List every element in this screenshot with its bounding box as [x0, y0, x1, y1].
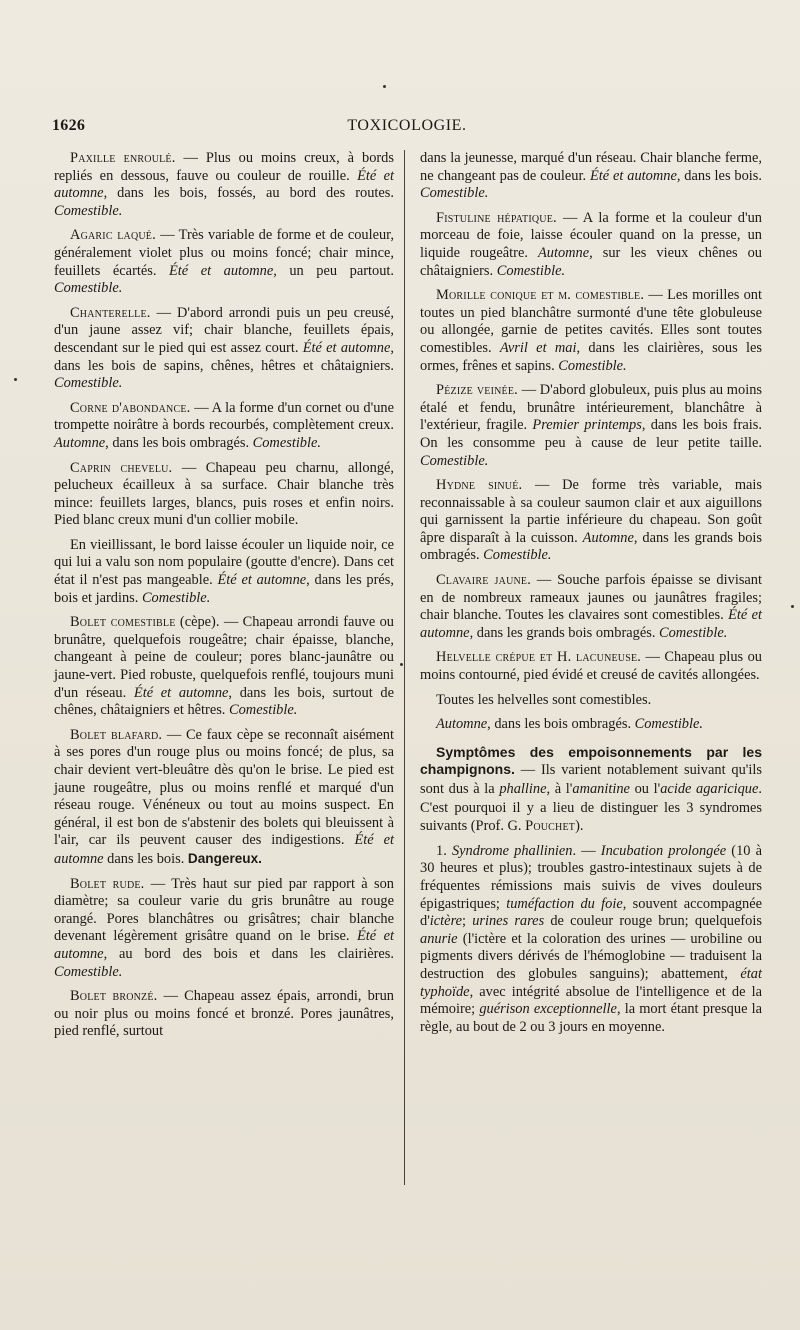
- entry-verdict: Comestible.: [420, 452, 489, 469]
- entry-verdict: Comestible.: [54, 280, 123, 297]
- entry-description: — Chapeau plus ou moins contourné, pied évidé et creusé de cavités allongées.: [420, 649, 762, 684]
- s1-a: . —: [572, 842, 601, 859]
- entry-description: — D'abord arrondi puis un peu creusé, d'un jaune assez vif; chair blanche, feuillets épais, descendant sur le pied qui est assez court.: [54, 304, 394, 356]
- mushroom-entry: [420, 716, 762, 734]
- entry-name: Pézize veinée.: [436, 382, 518, 399]
- entry-name: Bolet rude.: [70, 875, 145, 892]
- entry-season: Été et automne: [54, 832, 394, 867]
- s1-e: de couleur rouge brun; quelquefois: [544, 913, 762, 930]
- s1-g: , avec intégrité absolue de l'intelligence et de la mémoire;: [420, 983, 762, 1018]
- ink-speck: [14, 378, 17, 381]
- ink-speck: [383, 85, 386, 88]
- s1-b: (10 à 30 heures et plus); troubles gastro-intestinaux sujets à de fréquentes rémissions mais suivis de vives douleurs épigastriques;: [420, 842, 763, 912]
- mushroom-entry: [420, 150, 762, 203]
- mushroom-entry: [54, 727, 394, 869]
- entry-verdict: Comestible.: [229, 702, 298, 719]
- entry-name: Chanterelle.: [70, 304, 151, 321]
- entry-description: Toutes les helvelles sont comestibles.: [436, 691, 652, 708]
- entry-description: — Chapeau peu charnu, allongé, pelucheux écailleux à sa surface. Chair blanche très mince: feuillets larges, blancs, puis roses et enfin noirs. Pied blanc creux muni d'un collier mobile.: [54, 459, 394, 529]
- mushroom-entry: [54, 876, 394, 982]
- entry-verdict: Comestible.: [659, 624, 728, 641]
- entry-description: — Chapeau assez épais, arrondi, brun ou noir plus ou moins foncé et bronzé. Pores jaunâtres, pied renflé, surtout: [54, 988, 394, 1040]
- entry-description: (cèpe). — Chapeau arrondi fauve ou brunâtre, quelquefois rougeâtre; chair épaisse, blanche, changeant à peine de couleur; pores blanc-jaunâtre ou jaune-vert. Pied robuste, quelquefois renflé, toujours muni d'un réseau.: [54, 614, 394, 701]
- entry-name: Clavaire jaune.: [436, 572, 532, 589]
- entry-habitat: , dans les prés, bois et jardins.: [54, 572, 395, 606]
- entry-description: — De forme très variable, mais reconnaissable à sa couleur saumon clair et aux aiguillons qui garnissent la partie inférieure du chapeau. Son goût âpre disparaît à la cuisson.: [420, 477, 762, 546]
- entry-name: Paxille enroulé.: [70, 150, 176, 166]
- entry-season: Été et automne: [217, 572, 307, 589]
- entry-name: Corne d'abondance.: [70, 399, 191, 416]
- entry-habitat: , un peu partout.: [273, 262, 394, 279]
- mushroom-entry: [54, 614, 394, 720]
- mushroom-entry: [420, 649, 762, 684]
- entry-season: Automne: [436, 716, 488, 733]
- entry-verdict: Comestible.: [558, 357, 627, 374]
- entry-name: Bolet comestible: [70, 614, 176, 631]
- mushroom-entry: [54, 988, 394, 1041]
- s1-d: ;: [462, 913, 473, 930]
- entry-habitat: , dans les clairières, sous les ormes, frênes et sapins.: [420, 339, 762, 374]
- entry-name: Bolet blafard.: [70, 726, 163, 743]
- entry-season: Été et automne: [420, 607, 762, 641]
- term-amanitine: amanitine: [572, 781, 630, 797]
- entry-verdict: Comestible.: [54, 375, 123, 392]
- entry-name: Fistuline hépatique.: [436, 209, 557, 226]
- s1-incubation: Incubation prolongée: [600, 842, 727, 859]
- entry-season: Avril et mai: [499, 339, 577, 356]
- entry-verdict: Comestible.: [634, 716, 703, 733]
- entry-habitat: , dans les bois, surtout de chênes, châtaigniers et hêtres.: [54, 684, 394, 719]
- mushroom-entry: [54, 537, 394, 607]
- s1-tumefaction: tuméfaction du foie: [506, 895, 623, 912]
- entry-verdict: Dangereux.: [187, 850, 262, 866]
- entry-description: — Très haut sur pied par rapport à son diamètre; sa couleur varie du gris brunâtre au rouge orangé. Pores blanchâtres ou grisâtres; chair blanche devenant légèrement grisâtre quand on le brise.: [54, 875, 394, 945]
- entry-season: Été et automne: [133, 684, 229, 701]
- entry-verdict: Comestible.: [252, 434, 321, 451]
- entry-verdict: Comestible.: [54, 202, 123, 219]
- entry-habitat: , dans les grands bois ombragés.: [420, 529, 762, 564]
- entry-season: Automne: [54, 434, 106, 451]
- entry-verdict: Comestible.: [54, 963, 123, 980]
- entry-habitat: , dans les bois de sapins, chênes, hêtres et châtaigniers.: [54, 339, 394, 374]
- entry-habitat: , dans les bois ombragés.: [105, 434, 253, 451]
- entry-season: Automne: [582, 529, 634, 546]
- s1-urines: urines rares: [472, 913, 545, 930]
- entry-habitat: , dans les bois ombragés.: [487, 716, 635, 733]
- entry-season: Été et automne: [54, 928, 394, 962]
- s1-typhoide: état typhoïde: [420, 965, 762, 1000]
- ink-speck: [400, 663, 403, 666]
- s1-f: (l'ictère et la coloration des urines — urobiline ou pigments divers dérivés de l'hémoglobine — traduisent la destruction des globules sanguins); abattement,: [420, 930, 762, 982]
- mushroom-entry: [54, 400, 394, 453]
- entry-description: En vieillissant, le bord laisse écouler un liquide noir, ce qui lui a valu son nom populaire (goutte d'encre). Dans cet état il n'est pas mangeable.: [54, 536, 394, 589]
- entry-season: Automne: [537, 244, 590, 261]
- page-header: [52, 117, 762, 141]
- mushroom-entry: [54, 227, 394, 297]
- entry-name: Helvelle crépue et H. lacuneuse.: [436, 649, 642, 666]
- entry-description: — D'abord globuleux, puis plus au moins étalé et fendu, brunâtre intérieurement, blanchâtre à l'extérieur, fragile.: [420, 382, 762, 434]
- entry-verdict: Comestible.: [496, 262, 566, 279]
- s1-c: , souvent accompagnée d': [420, 895, 763, 930]
- mushroom-entry: [420, 382, 762, 470]
- entry-name: Bolet bronzé.: [70, 988, 158, 1005]
- term-acide: acide agaricique: [660, 781, 759, 797]
- page-number: 1626: [52, 117, 86, 134]
- entry-habitat: dans les bois.: [103, 850, 188, 867]
- mushroom-entry: [420, 572, 762, 642]
- mushroom-entry: [54, 305, 394, 393]
- symptoms-intro-b: , à l': [546, 781, 573, 797]
- mushroom-entry: [420, 477, 762, 565]
- symptoms-intro-a: — Ils varient notablement suivant qu'ils sont dus à la: [420, 762, 762, 797]
- syndrome-1-name: Syndrome phallinien: [451, 842, 573, 859]
- entry-description: — A la forme et la couleur d'un morceau de foie, laisse écouler quand on la presse, un liquide rougeâtre.: [420, 209, 762, 261]
- running-title: TOXICOLOGIE.: [347, 117, 467, 134]
- entry-name: Hydne sinué.: [436, 477, 523, 494]
- symptoms-title: Symptômes des empoisonnements par les champignons.: [420, 743, 762, 778]
- mushroom-entry: [54, 460, 394, 530]
- entry-description: — Plus ou moins creux, à bords repliés en dessous, fauve ou couleur de rouille.: [54, 150, 394, 184]
- entry-verdict: Comestible.: [483, 547, 552, 564]
- s1-guerison: guérison exceptionnelle: [479, 1001, 617, 1018]
- column-rule: [404, 150, 405, 1185]
- entry-description: — Très variable de forme et de couleur, généralement violet plus ou moins foncé; chair mince, feuillets écartés.: [54, 227, 395, 279]
- left-column: [54, 150, 394, 1048]
- entry-description: dans la jeunesse, marqué d'un réseau. Chair blanche ferme, ne changeant pas de couleur.: [420, 150, 762, 184]
- entry-name: Morille conique et m. comestible.: [436, 287, 645, 304]
- entry-name: Agaric laqué.: [70, 227, 156, 244]
- entry-description: — A la forme d'un cornet ou d'une trompette noirâtre à bords recourbés, complètement creux.: [54, 399, 394, 434]
- entry-description: — Les morilles ont toutes un pied blanchâtre surmonté d'une tête globuleuse ou allongée, garnie de petites cavités. Elles sont toutes comestibles.: [420, 287, 762, 356]
- mushroom-entry: [420, 692, 762, 710]
- syndrome-1: [420, 843, 762, 1037]
- entry-season: Premier printemps: [532, 417, 642, 434]
- symptoms-heading: [420, 744, 762, 836]
- mushroom-entry: [420, 210, 762, 280]
- s1-anurie: anurie: [420, 930, 458, 947]
- term-phalline: phalline: [499, 781, 547, 797]
- entry-verdict: Comestible.: [420, 185, 489, 202]
- entry-description: — Ce faux cèpe se reconnaît aisément à ses pores d'un rouge plus ou moins foncé; de plus, sa chair devient vert-bleuâtre dès qu'on le brise. Le pied est jaune rougeâtre, plus ou moins renflé et marqué d'un réseau rouge. Vénéneux ou tout au moins suspect. En général, il est bon de s'abstenir des bolets qui bleuissent à l'air, car ils peuvent causer des indigestions.: [54, 726, 394, 849]
- right-entries: [420, 150, 762, 734]
- entry-habitat: , dans les grands bois ombragés.: [469, 624, 660, 641]
- entry-season: Été et automne: [54, 167, 394, 202]
- ink-speck: [791, 605, 794, 608]
- entry-season: Été et automne: [589, 167, 677, 184]
- entry-habitat: , au bord des bois et dans les clairières.: [103, 945, 394, 962]
- mushroom-entry: [420, 287, 762, 375]
- mushroom-entry: [54, 150, 394, 220]
- symptoms-intro-c: ou l': [629, 781, 661, 797]
- entry-verdict: Comestible.: [141, 589, 211, 606]
- syndrome-1-number: 1.: [436, 842, 452, 859]
- entry-habitat: , dans les bois.: [676, 167, 762, 184]
- entry-season: Été et automne: [302, 339, 391, 356]
- s1-ictere: ictère: [429, 913, 463, 930]
- symptoms-intro-d: . C'est pourquoi il y a lieu de distinguer les 3 syndromes suivants (Prof. G.: [420, 781, 762, 835]
- entry-habitat: , dans les bois, fossés, au bord des routes.: [103, 185, 394, 202]
- s1-h: , la mort étant presque la règle, au bout de 2 ou 3 jours en moyenne.: [420, 1001, 762, 1035]
- symptoms-intro-e: ).: [575, 818, 584, 835]
- entry-habitat: , dans les bois frais. On les consomme peu à cause de leur petite taille.: [420, 417, 762, 451]
- entry-season: Été et automne: [169, 262, 274, 279]
- entry-name: Caprin chevelu.: [70, 459, 173, 476]
- entry-description: — Souche parfois épaisse se divisant en de nombreux rameaux jaunes ou jaunâtres fragiles; chair blanche. Toutes les clavaires sont comestibles.: [420, 572, 762, 624]
- author-name: Pouchet: [525, 818, 576, 835]
- entry-habitat: , sur les vieux chênes ou châtaigniers.: [420, 244, 762, 279]
- right-column: [420, 150, 762, 1043]
